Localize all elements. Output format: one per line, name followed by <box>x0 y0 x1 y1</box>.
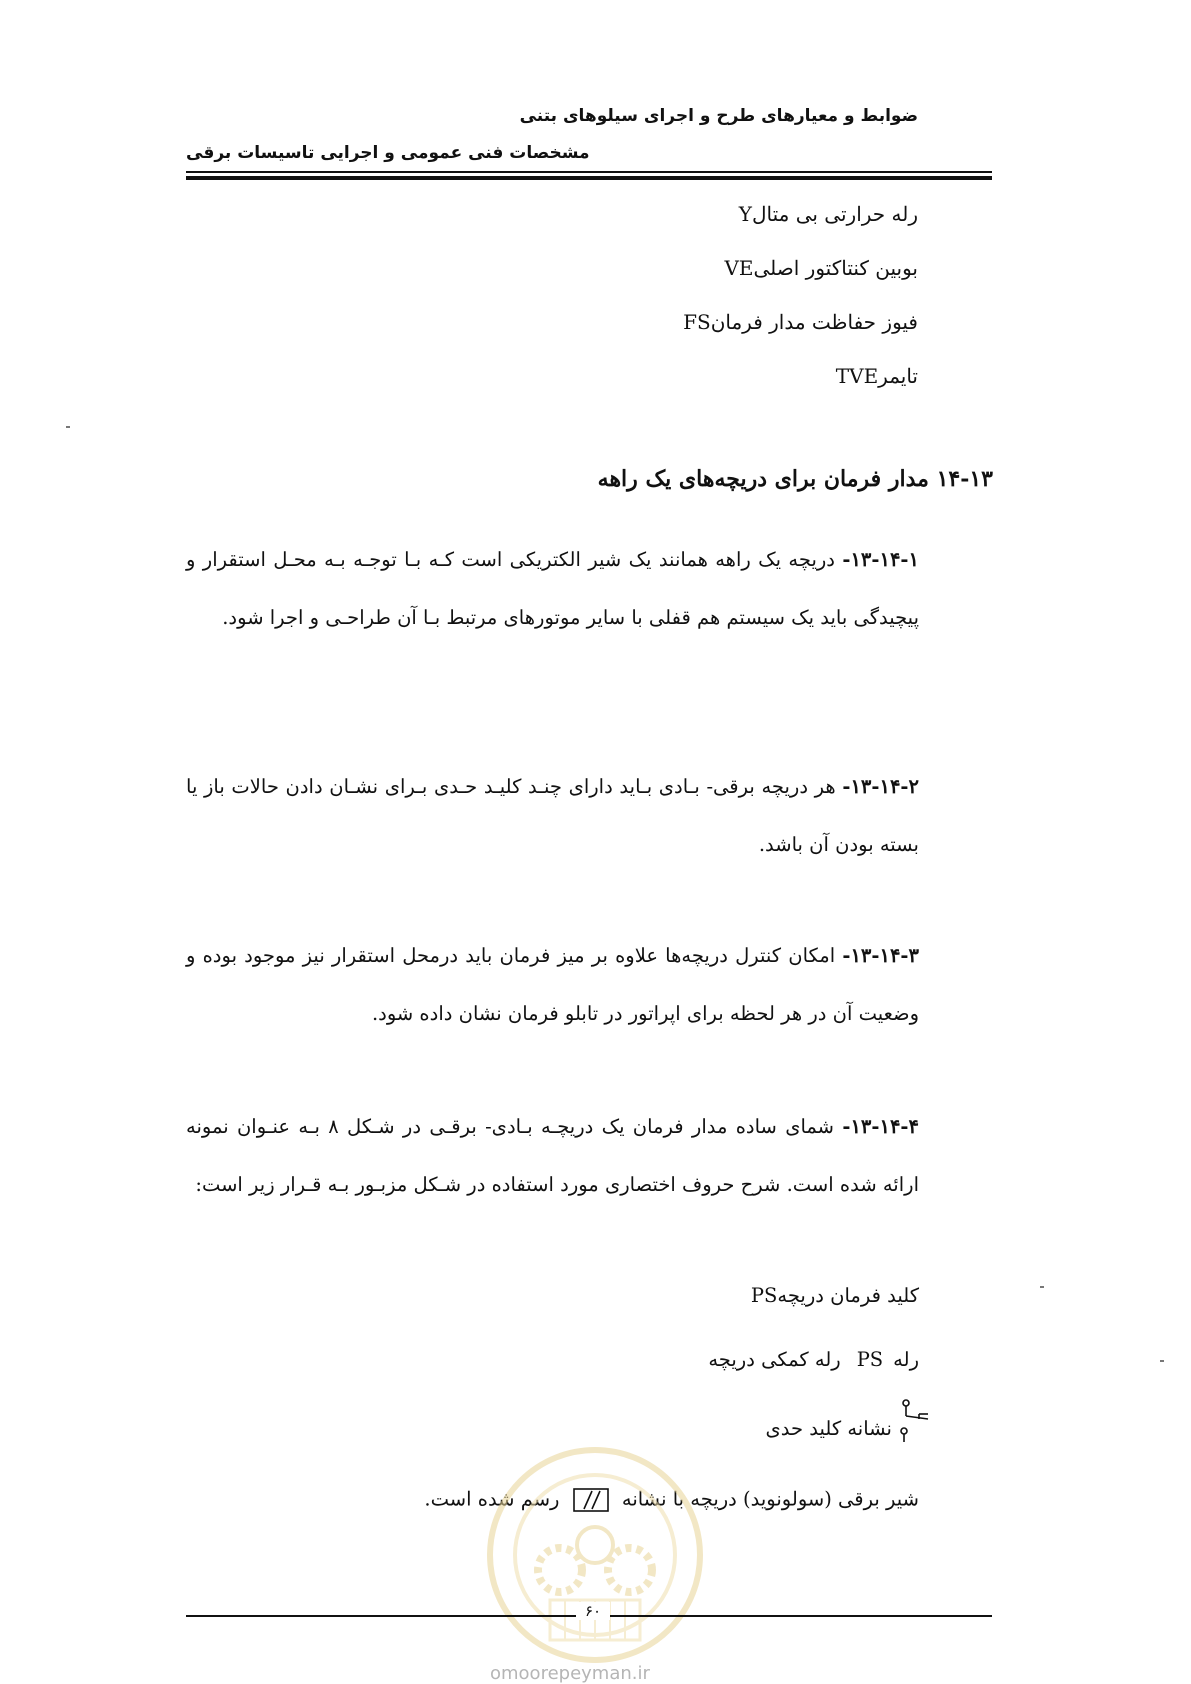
paragraph-number: ۱۳-۱۴-۱- <box>842 548 919 571</box>
abbr-item-tve: TVEتایمر <box>835 364 918 388</box>
paragraph-text: امکان کنترل دریچه‌ها علاوه بر میز فرمان باید درمحل استقرار نیز موجود بوده و وضعیت آن در هر لحظه برای اپراتور در تابلو فرمان نشان داده شود. <box>186 944 919 1025</box>
paragraph-text: شمای ساده مدار فرمان یک دریچـه بـادی- برقـی در شـکل ۸ بـه عنـوان نمونه ارائه شده است. شرح حروف اختصاری مورد استفاده در شـکل مزبـور بـه قـرار زیر است: <box>186 1115 919 1196</box>
header-rule-thin <box>186 171 992 173</box>
abbr-item-ps-relay: رلهPSرله کمکی دریچه <box>708 1348 919 1371</box>
abbr-item-fs: FSفیوز حفاظت مدار فرمان <box>683 310 918 334</box>
document-subtitle: مشخصات فنی عمومی و اجرایی تاسیسات برقی <box>186 143 590 163</box>
solenoid-description: شیر برقی (سولونوید) دریچه با نشانه رسم شده است. <box>424 1487 919 1513</box>
abbr-item-y: Yرله حرارتی بی متال <box>738 202 918 226</box>
watermark-site-text: omoorepeyman.ir <box>490 1663 650 1684</box>
watermark-seal-icon <box>480 1440 710 1670</box>
footer-rule-left <box>186 1615 576 1617</box>
abbr-item-ve: VEبوبین کنتاکتور اصلی <box>724 256 918 280</box>
paragraph-text: هر دریچه برقی- بـادی بـاید دارای چنـد کلیـد حـدی بـرای نشـان دادن حالات باز یا بسته بودن آن باشد. <box>186 775 919 856</box>
abbr-item-ps: PSکلید فرمان دریچه <box>750 1284 919 1307</box>
paragraph-number: ۱۳-۱۴-۳- <box>842 944 919 967</box>
scan-mark <box>1160 1360 1164 1362</box>
page-number: ۶۰ <box>576 1602 610 1620</box>
paragraph-number: ۱۳-۱۴-۲- <box>842 775 919 798</box>
scan-mark <box>1040 1286 1044 1288</box>
document-title: ضوابط و معیارهای طرح و اجرای سیلوهای بتنی <box>519 106 918 126</box>
limit-switch-symbol-icon <box>895 1395 935 1445</box>
paragraph-number: ۱۳-۱۴-۴- <box>842 1115 919 1138</box>
footer-rule-right <box>610 1615 992 1617</box>
section-title: ۱۴-۱۳ مدار فرمان برای دریچه‌های یک راهه <box>597 466 993 492</box>
limit-switch-label: نشانه کلید حدی <box>765 1417 892 1440</box>
scan-mark <box>66 426 70 428</box>
paragraph-13-14-1 <box>186 531 919 647</box>
paragraph-13-14-3 <box>186 927 919 1043</box>
paragraph-13-14-4 <box>186 1098 919 1214</box>
paragraph-text: دریچه یک راهه همانند یک شیر الکتریکی است کـه بـا توجـه بـه محـل استقرار و پیچیدگی باید یک سیستم هم قفلی با سایر موتورهای مرتبط بـا آن طراحـی و اجرا شود. <box>186 548 919 629</box>
header-rule-thick <box>186 176 992 180</box>
paragraph-13-14-2 <box>186 758 919 874</box>
